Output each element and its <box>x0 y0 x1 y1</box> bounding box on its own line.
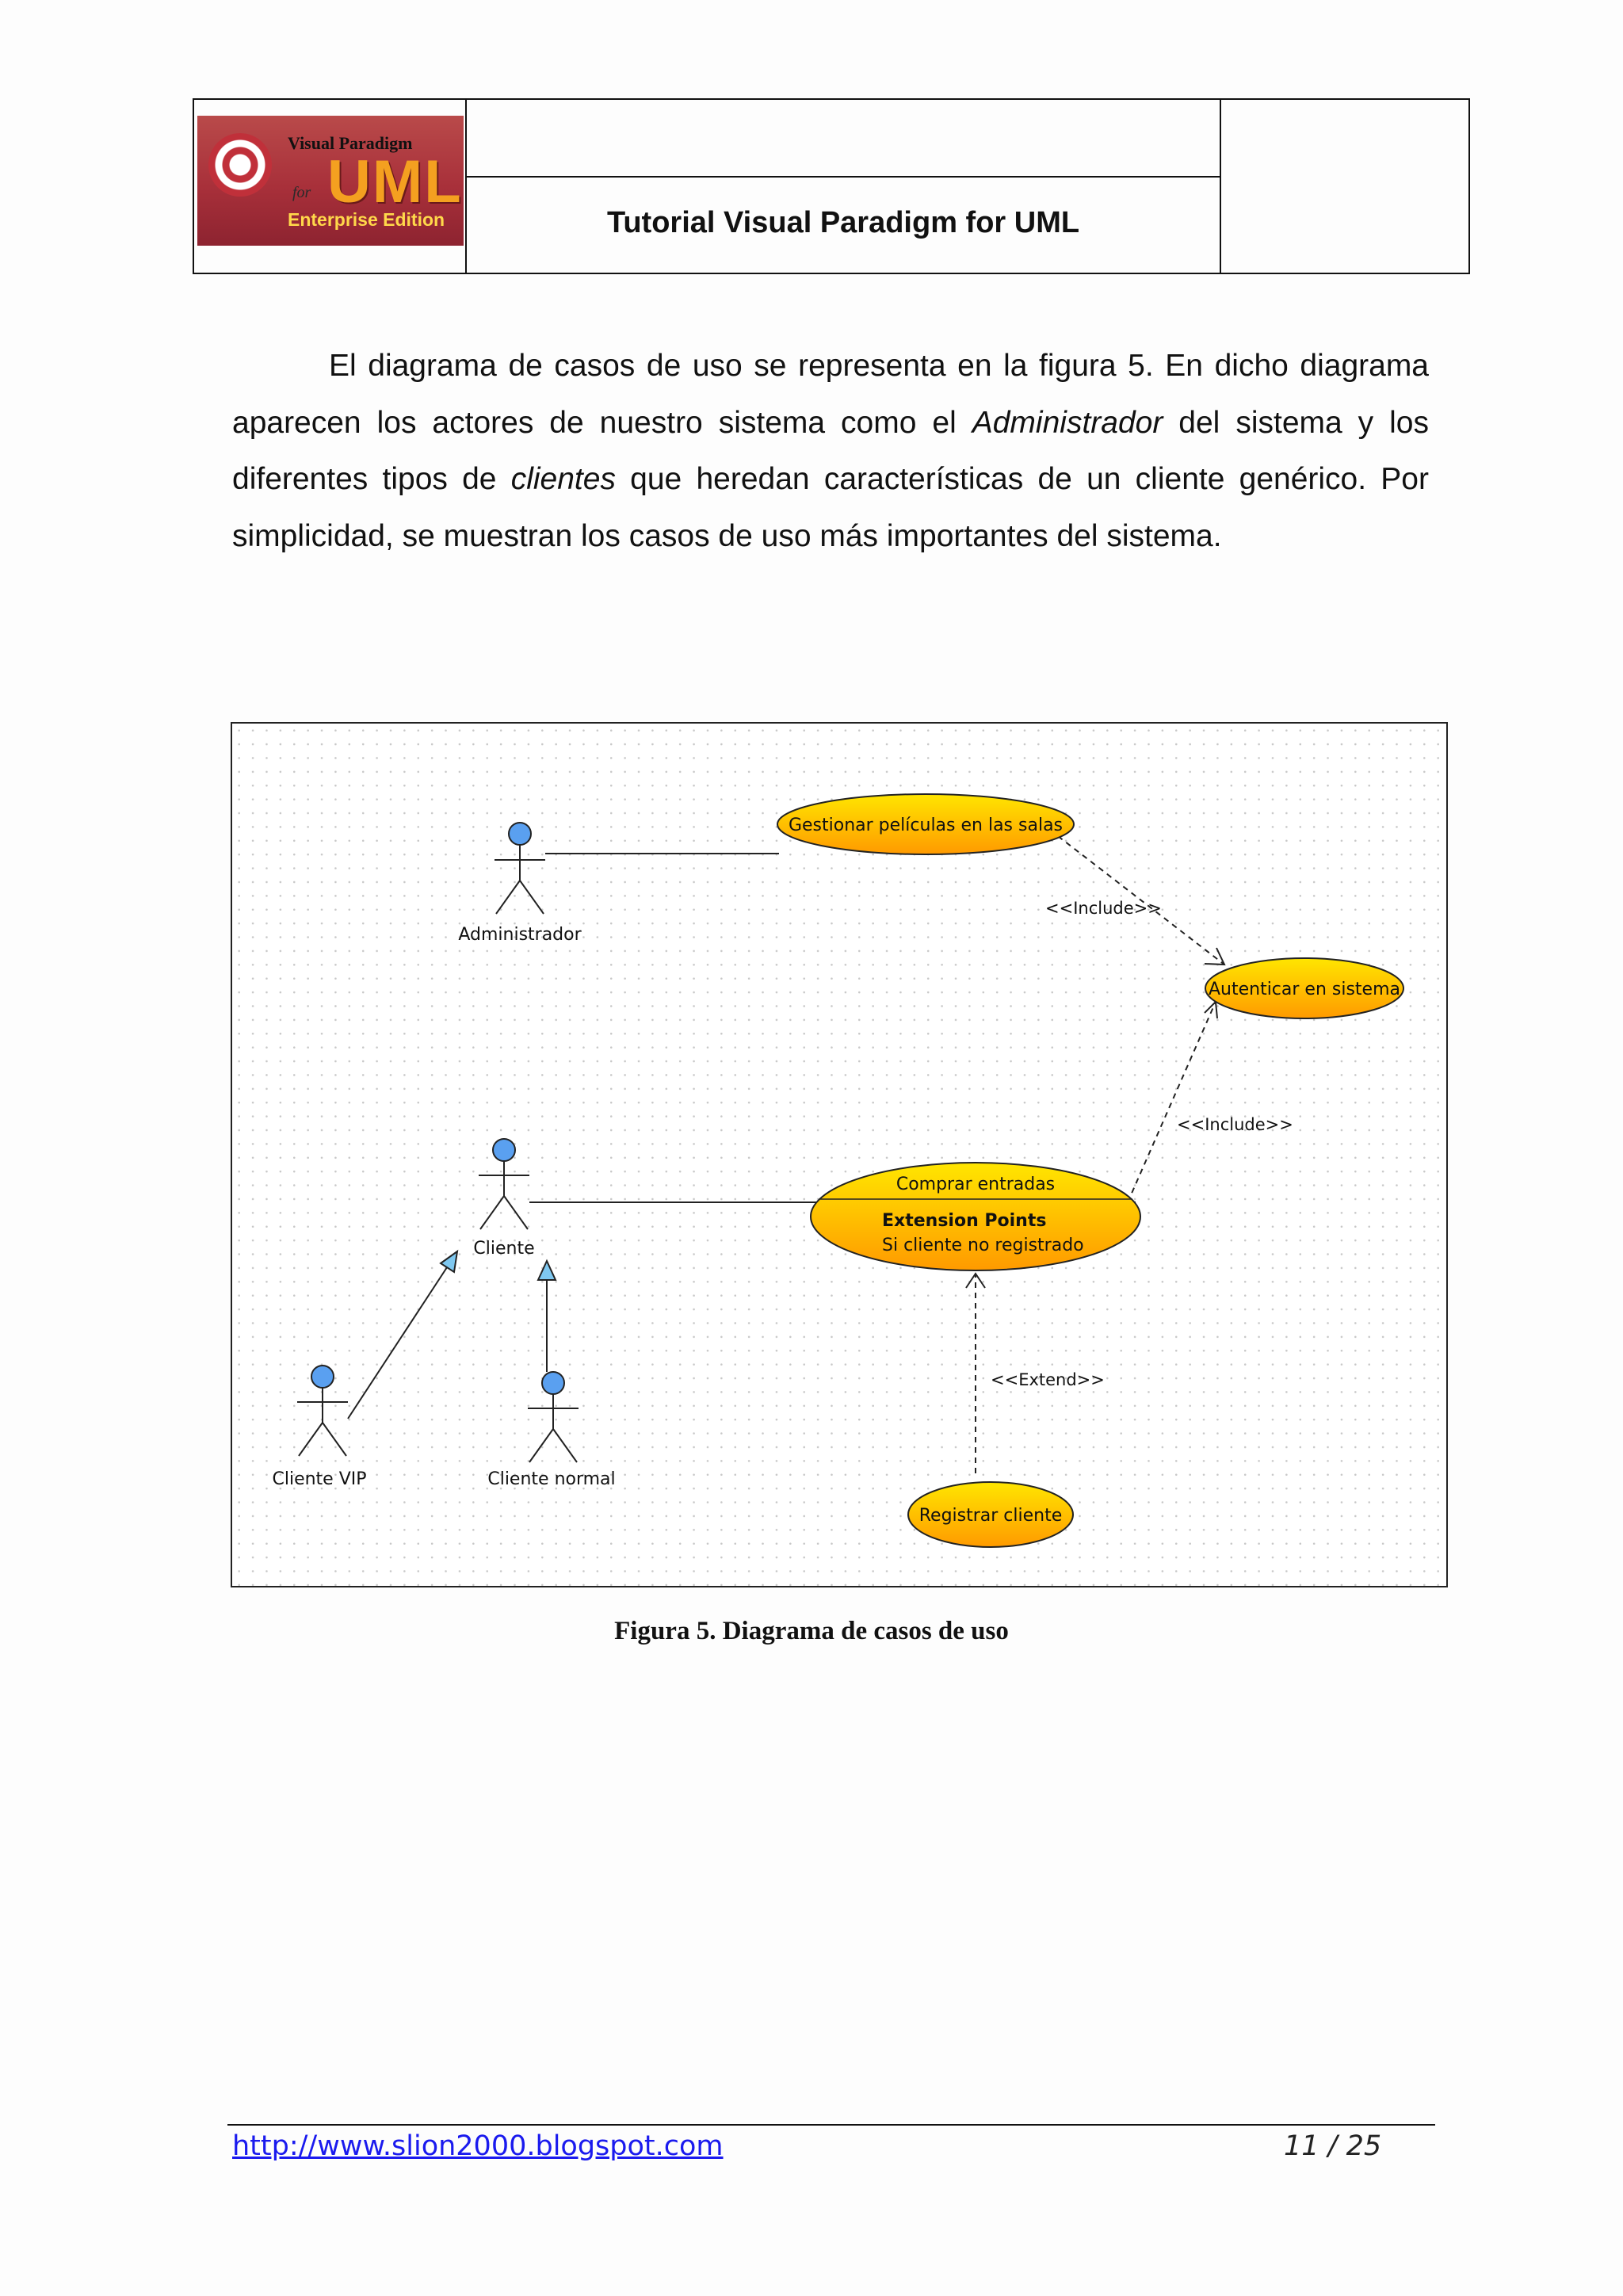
footer-rule <box>227 2124 1435 2126</box>
document-title: Tutorial Visual Paradigm for UML <box>606 206 1080 239</box>
diagram-canvas <box>232 724 1449 1589</box>
footer-link[interactable]: http://www.slion2000.blogspot.com <box>232 2130 724 2162</box>
swirl-icon <box>208 133 272 197</box>
actor-label-cliente: Cliente <box>473 1239 535 1259</box>
emphasis-clientes: clientes <box>510 462 616 496</box>
use-case-registrar[interactable] <box>908 1482 1073 1547</box>
header-divider <box>465 176 1220 178</box>
actor-cliente <box>479 1139 529 1229</box>
logo-for: for <box>292 184 311 201</box>
page-number: 11 / 25 <box>1284 2130 1382 2162</box>
use-case-diagram <box>231 722 1448 1587</box>
stereotype-include: <<Include>> <box>1177 1115 1293 1134</box>
use-case-autenticar[interactable] <box>1205 958 1403 1018</box>
use-case-label: Gestionar películas en las salas <box>788 816 1064 835</box>
actor-label-cliente-normal: Cliente normal <box>487 1469 616 1489</box>
generalization-vip-cliente <box>348 1263 450 1419</box>
header-divider <box>1220 100 1221 273</box>
figure-caption: Figura 5. Diagrama de casos de uso <box>614 1617 1009 1645</box>
actor-cliente-vip <box>297 1366 348 1456</box>
include-comprar-autenticar <box>1128 1002 1216 1202</box>
body-text: que heredan características de un cliente genérico. Por simplicidad, se muestran los casos de uso más importantes del sistema. <box>232 462 1429 553</box>
header-table <box>193 98 1470 274</box>
include-arrowhead <box>1205 1002 1217 1018</box>
extension-points-title: Extension Points <box>882 1211 1047 1231</box>
actor-administrador <box>495 823 545 914</box>
emphasis-administrador: Administrador <box>972 405 1163 440</box>
stereotype-extend: <<Extend>> <box>991 1370 1105 1389</box>
body-text: El diagrama de casos de uso se representa en la figura 5. En dicho diagrama aparecen los actores de nuestro sistema como el <box>232 349 1429 440</box>
actor-label-administrador: Administrador <box>458 925 582 945</box>
body-text: del sistema y los diferentes tipos de <box>232 405 1429 496</box>
stereotype-include: <<Include>> <box>1045 899 1162 918</box>
generalization-arrowhead <box>441 1251 457 1272</box>
use-case-comprar[interactable] <box>811 1163 1140 1270</box>
extension-point: Si cliente no registrado <box>882 1236 1084 1255</box>
logo-product: UML <box>327 148 463 216</box>
use-case-label: Comprar entradas <box>896 1175 1056 1194</box>
actor-label-cliente-vip: Cliente VIP <box>272 1469 367 1489</box>
header-divider <box>465 100 467 273</box>
header-divider <box>194 273 1468 274</box>
actor-cliente-normal <box>528 1372 579 1462</box>
use-case-label: Autenticar en sistema <box>1208 980 1401 999</box>
generalization-arrowhead <box>538 1261 556 1280</box>
use-case-gestionar[interactable] <box>777 794 1074 854</box>
logo-brand: Visual Paradigm <box>288 133 413 153</box>
use-case-label: Registrar cliente <box>918 1506 1063 1526</box>
logo-edition: Enterprise Edition <box>288 209 445 230</box>
body-paragraph <box>232 338 1429 564</box>
visual-paradigm-logo <box>197 116 464 246</box>
